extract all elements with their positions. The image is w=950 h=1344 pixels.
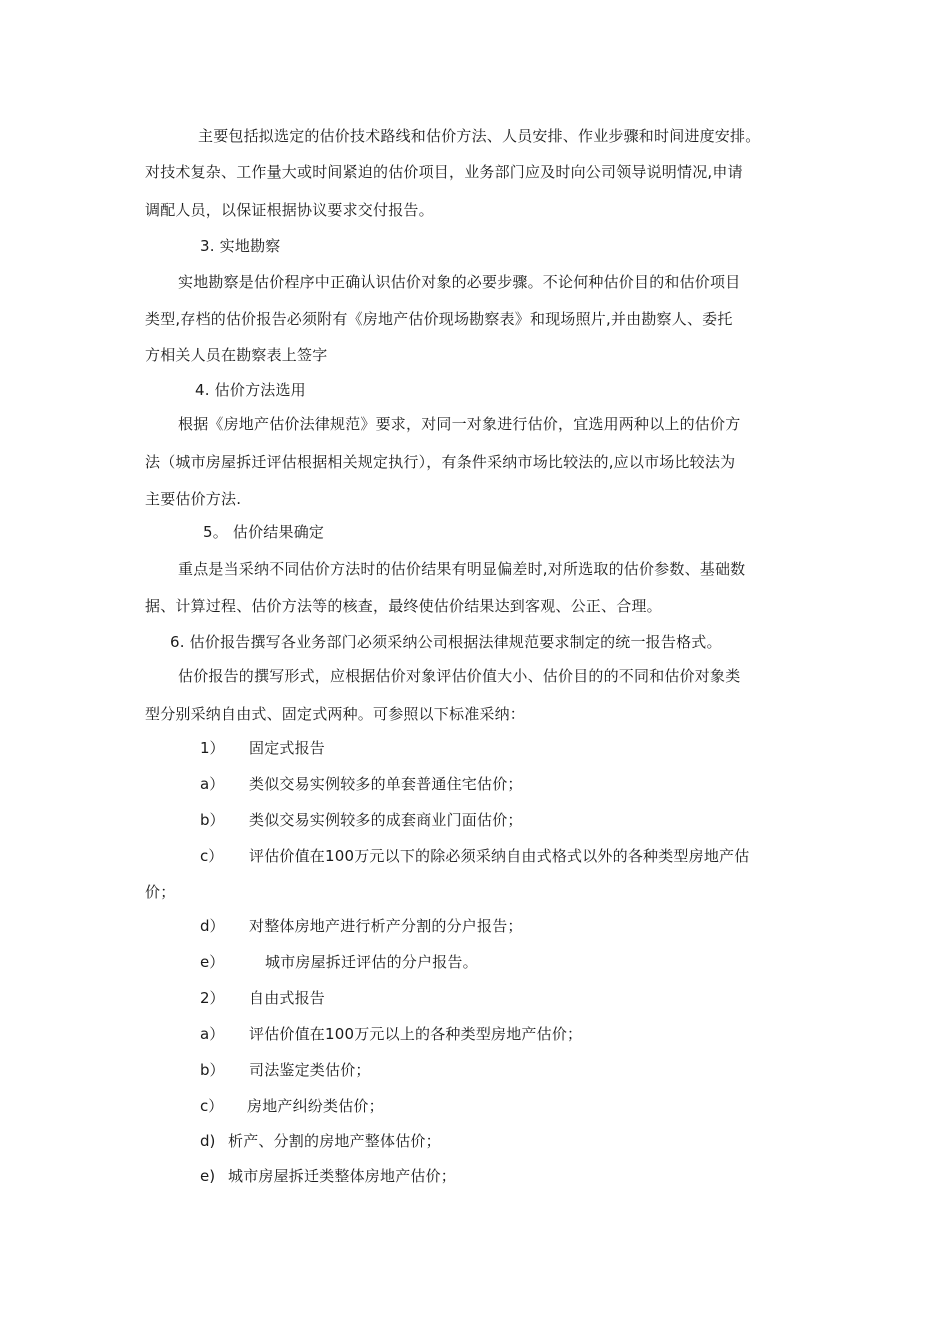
list-item: 司法鉴定类估价； bbox=[249, 1061, 371, 1079]
list-marker: c） bbox=[200, 847, 224, 865]
list-title: 自由式报告 bbox=[249, 989, 326, 1007]
list-marker: b） bbox=[200, 1061, 225, 1079]
section-heading: 4. 估价方法选用 bbox=[195, 381, 306, 399]
list-item: 评估价值在100万元以下的除必须采纳自由式格式以外的各种类型房地产估 bbox=[249, 847, 750, 865]
paragraph-line: 据、计算过程、估价方法等的核查，最终使估价结果达到客观、公正、合理。 bbox=[145, 597, 662, 615]
list-marker: a） bbox=[200, 775, 225, 793]
list-item-continuation: 价； bbox=[145, 883, 176, 901]
list-item: 析产、分割的房地产整体估价； bbox=[228, 1132, 441, 1150]
paragraph-line: 重点是当采纳不同估价方法时的估价结果有明显偏差时,对所选取的估价参数、基础数 bbox=[178, 560, 746, 578]
list-marker: e) bbox=[200, 1167, 216, 1185]
paragraph-line: 根据《房地产估价法律规范》要求，对同一对象进行估价，宜选用两种以上的估价方 bbox=[178, 415, 741, 433]
section-heading: 5。 估价结果确定 bbox=[203, 523, 325, 541]
list-item: 评估价值在100万元以上的各种类型房地产估价； bbox=[249, 1025, 583, 1043]
list-item: 房地产纠纷类估价； bbox=[247, 1097, 384, 1115]
list-marker: 2） bbox=[200, 989, 225, 1007]
list-item: 城市房屋拆迁类整体房地产估价； bbox=[228, 1167, 457, 1185]
paragraph-line: 调配人员，以保证根据协议要求交付报告。 bbox=[145, 201, 434, 219]
list-item: 类似交易实例较多的单套普通住宅估价； bbox=[249, 775, 523, 793]
paragraph-line: 类型,存档的估价报告必须附有《房地产估价现场勘察表》和现场照片,并由勘察人、委托 bbox=[145, 310, 733, 328]
list-item: 城市房屋拆迁评估的分户报告。 bbox=[265, 953, 478, 971]
paragraph-line: 法（城市房屋拆迁评估根据相关规定执行），有条件采纳市场比较法的,应以市场比较法为 bbox=[145, 453, 736, 471]
paragraph-line: 主要估价方法. bbox=[145, 490, 242, 508]
list-marker: 1） bbox=[200, 739, 225, 757]
list-marker: a） bbox=[200, 1025, 225, 1043]
section-heading: 3. 实地勘察 bbox=[200, 237, 281, 255]
list-marker: d） bbox=[200, 917, 225, 935]
paragraph-line: 估价报告的撰写形式，应根据估价对象评估价值大小、估价目的的不同和估价对象类 bbox=[178, 667, 741, 685]
list-marker: c） bbox=[200, 1097, 224, 1115]
paragraph-line: 实地勘察是估价程序中正确认识估价对象的必要步骤。不论何种估价目的和估价项目 bbox=[178, 273, 741, 291]
list-marker: b） bbox=[200, 811, 225, 829]
list-marker: d) bbox=[200, 1132, 216, 1150]
list-item: 类似交易实例较多的成套商业门面估价； bbox=[249, 811, 523, 829]
section-heading: 6. 估价报告撰写各业务部门必须采纳公司根据法律规范要求制定的统一报告格式。 bbox=[170, 633, 722, 651]
paragraph-line: 对技术复杂、工作量大或时间紧迫的估价项目，业务部门应及时向公司领导说明情况,申请 bbox=[145, 163, 743, 181]
paragraph-line: 主要包括拟选定的估价技术路线和估价方法、人员安排、作业步骤和时间进度安排。 bbox=[198, 127, 761, 145]
list-item: 对整体房地产进行析产分割的分户报告； bbox=[249, 917, 523, 935]
list-marker: e） bbox=[200, 953, 225, 971]
list-title: 固定式报告 bbox=[249, 739, 326, 757]
paragraph-line: 型分别采纳自由式、固定式两种。可参照以下标准采纳： bbox=[145, 705, 526, 723]
paragraph-line: 方相关人员在勘察表上签字 bbox=[145, 346, 328, 364]
